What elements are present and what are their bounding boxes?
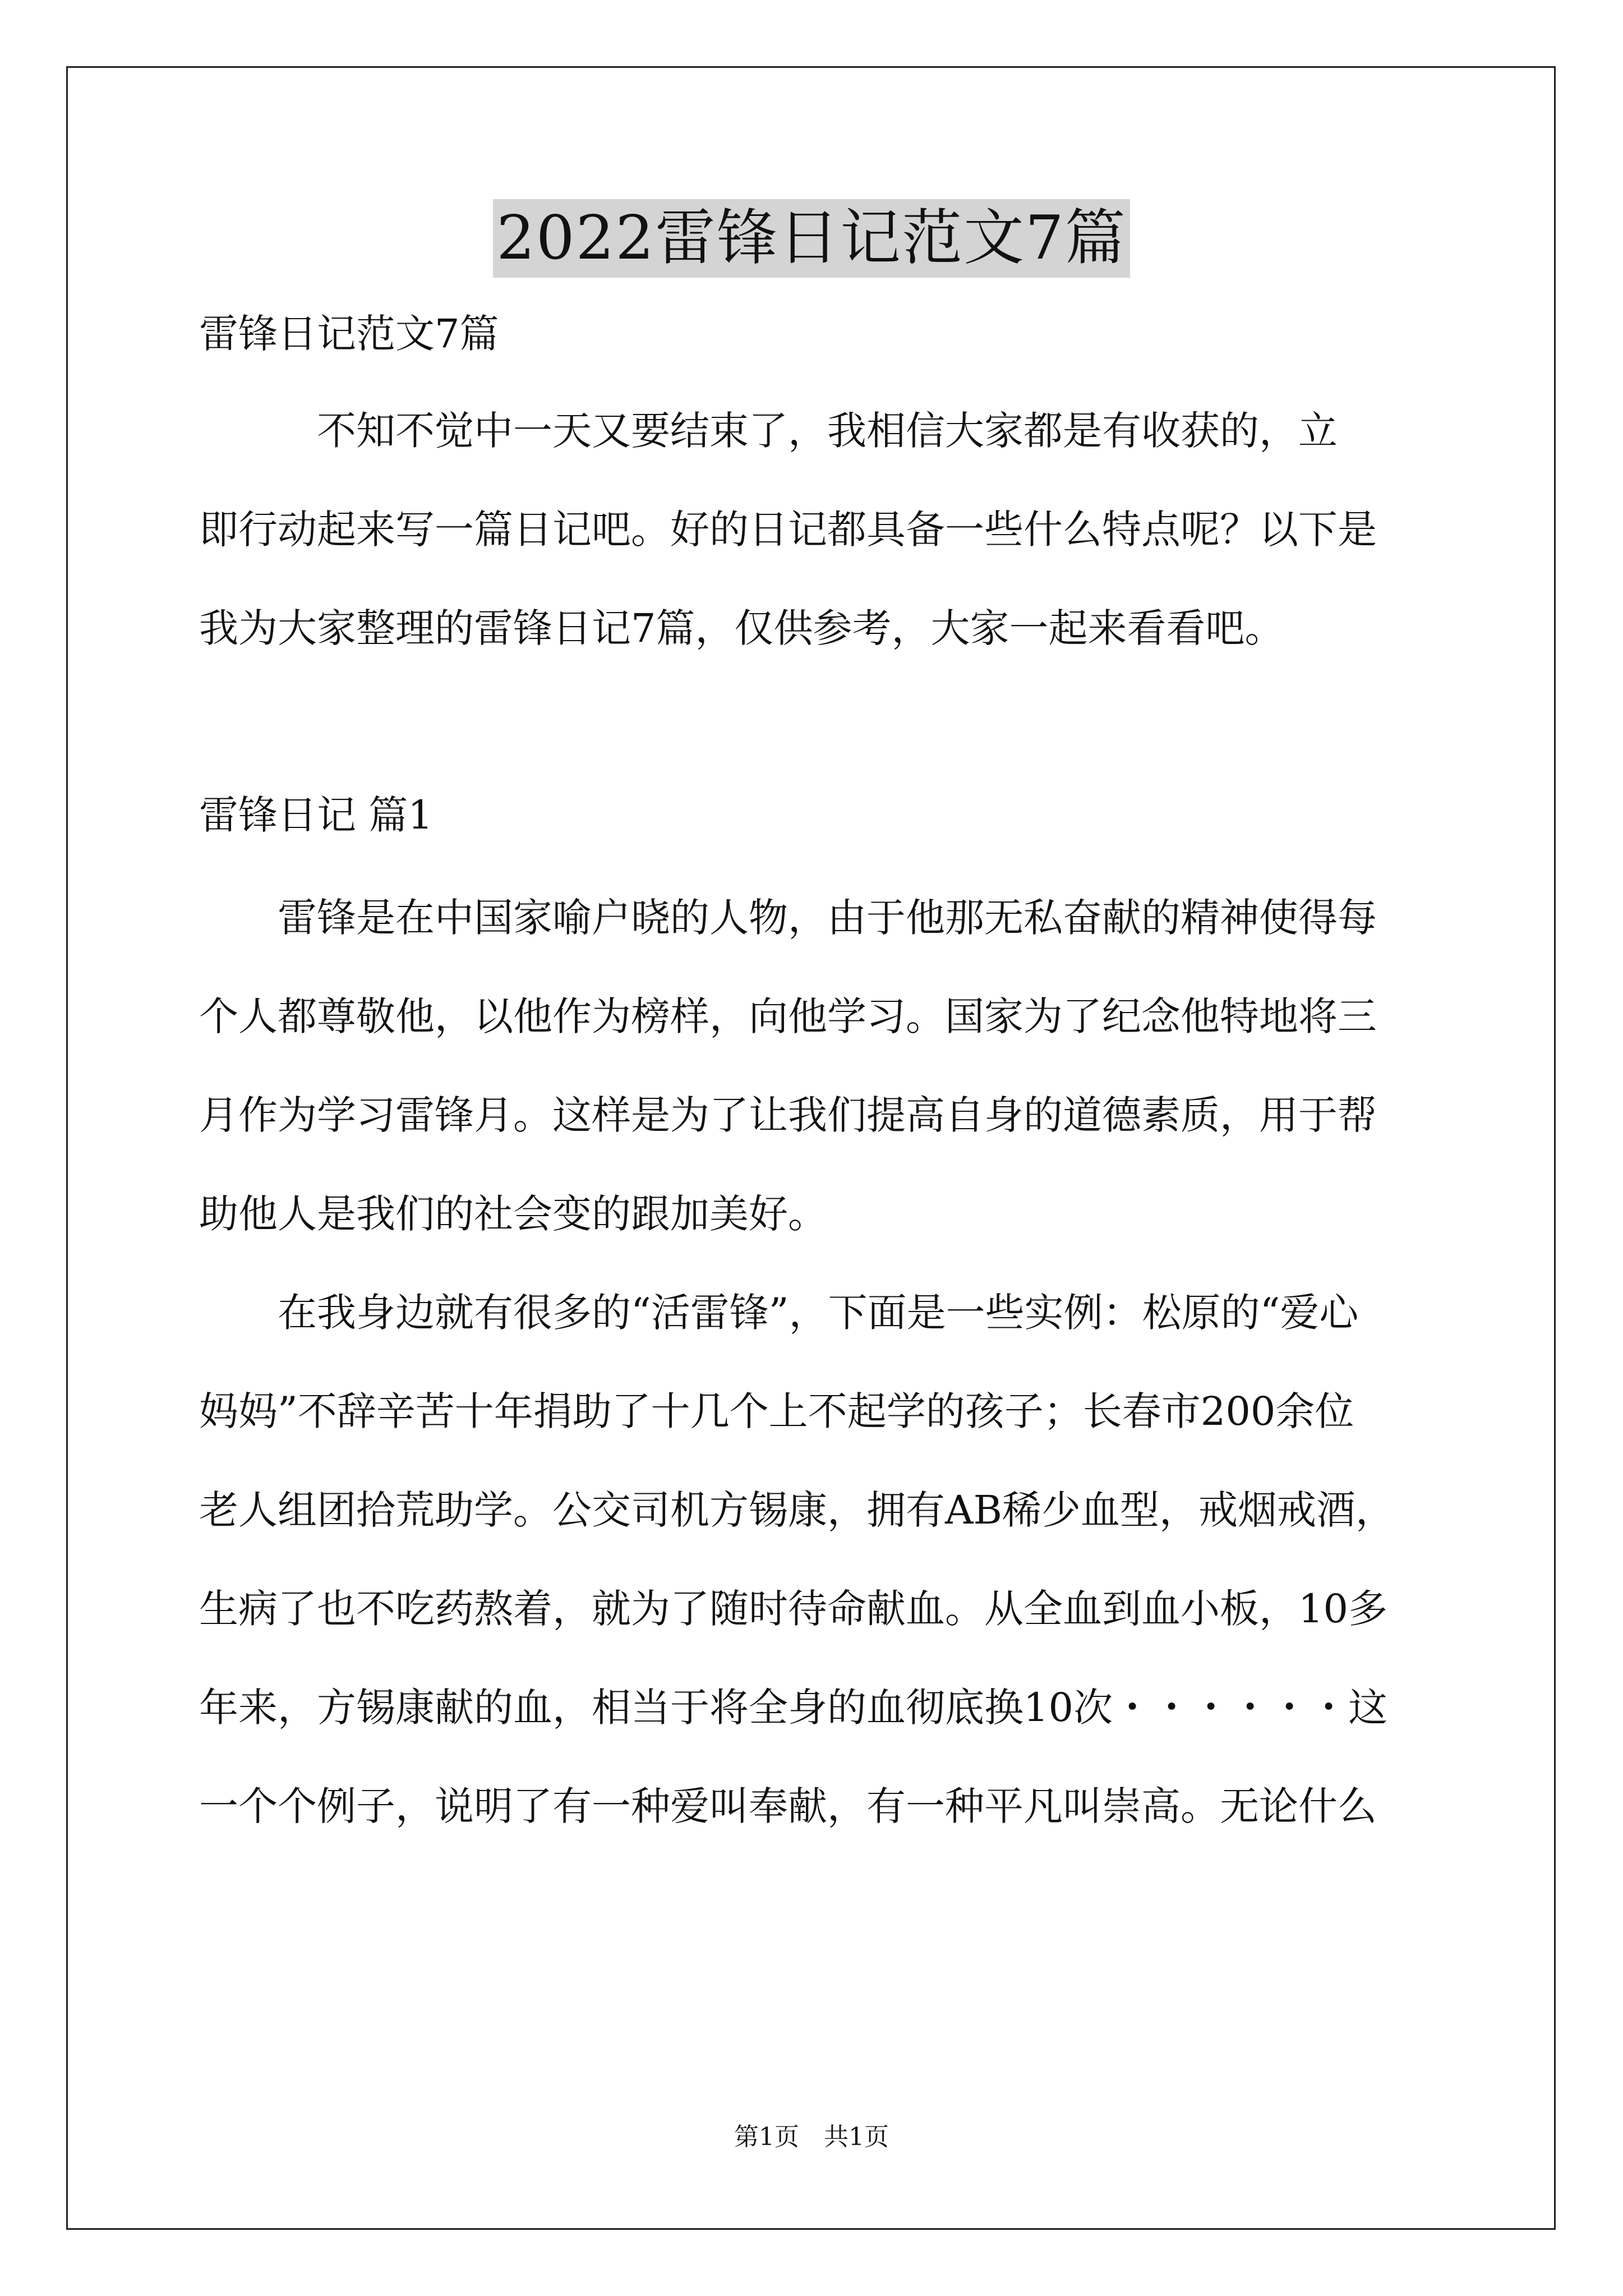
section1-paragraph-1 (199, 868, 1427, 1263)
paragraph-line: 不知不觉中一天又要结束了，我相信大家都是有收获的，立 (199, 408, 1338, 454)
intro-paragraph (199, 381, 1427, 678)
paragraph-line: 助他人是我们的社会变的跟加美好。 (199, 1191, 827, 1237)
document-subtitle: 雷锋日记范文7篇 (199, 311, 499, 357)
paragraph-line: 年来，方锡康献的血，相当于将全身的血彻底换10次・・・・・・这 (199, 1685, 1388, 1731)
section-heading: 雷锋日记 篇1 (199, 792, 433, 838)
paragraph-line: 老人组团拾荒助学。公交司机方锡康，拥有AB稀少血型，戒烟戒酒， (199, 1487, 1395, 1533)
paragraph-line: 雷锋是在中国家喻户晓的人物，由于他那无私奋献的精神使得每 (199, 895, 1377, 941)
paragraph-line: 个人都尊敬他，以他作为榜样，向他学习。国家为了纪念他特地将三 (199, 993, 1377, 1039)
page-footer: 第1页 共1页 (734, 2123, 889, 2151)
paragraph-line: 一个个例子，说明了有一种爱叫奉献，有一种平凡叫崇高。无论什么 (199, 1783, 1377, 1829)
paragraph-line: 我为大家整理的雷锋日记7篇，仅供参考，大家一起来看看吧。 (199, 605, 1284, 651)
section1-paragraph-2 (199, 1263, 1427, 1856)
paragraph-line: 月作为学习雷锋月。这样是为了让我们提高自身的道德素质，用于帮 (199, 1092, 1377, 1138)
document-title: 2022雷锋日记范文7篇 (493, 199, 1130, 278)
title-wrapper (0, 199, 1623, 278)
paragraph-line: 在我身边就有很多的“活雷锋”，下面是一些实例：松原的“爱心 (199, 1290, 1359, 1336)
paragraph-line: 即行动起来写一篇日记吧。好的日记都具备一些什么特点呢？以下是 (199, 507, 1377, 553)
document-body (199, 303, 1427, 1856)
paragraph-line: 生病了也不吃药熬着，就为了随时待命献血。从全血到血小板，10多 (199, 1586, 1388, 1632)
paragraph-line: 妈妈”不辞辛苦十年捐助了十几个上不起学的孩子；长春市200余位 (199, 1388, 1354, 1434)
